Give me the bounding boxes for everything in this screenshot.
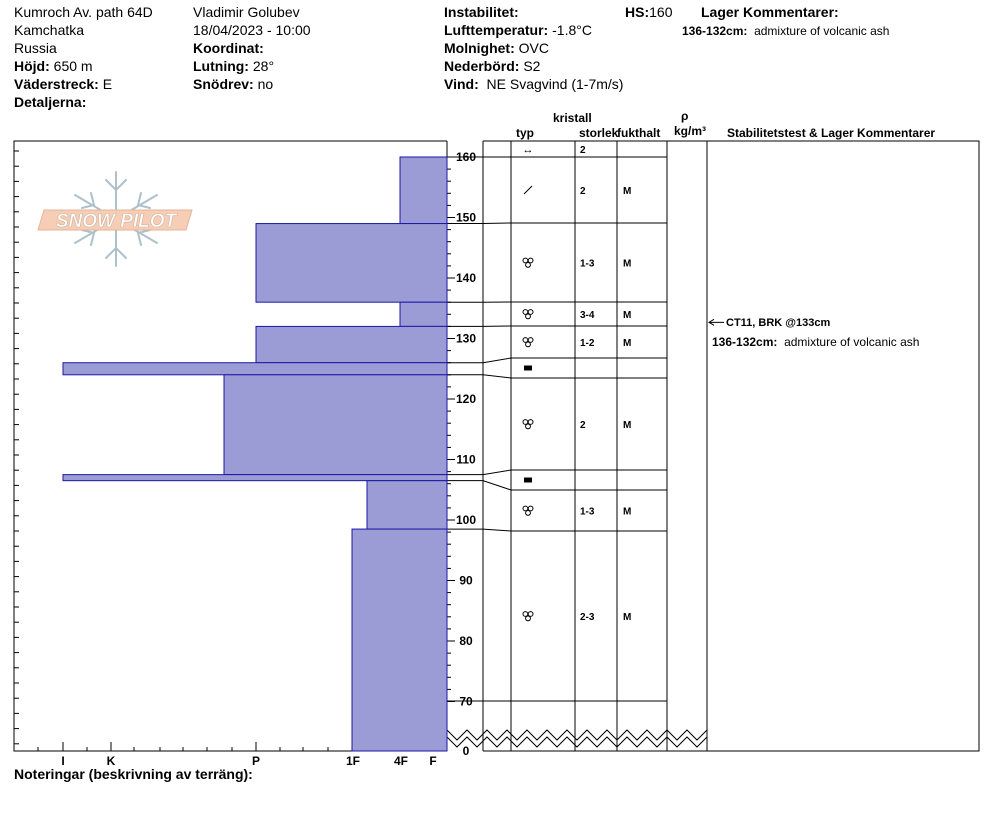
grain-size-label: 2 [580,420,586,431]
melt-freeze-grain-icon [526,511,531,516]
height-tick-label: 130 [455,331,477,346]
region-name: Kamchatka [14,22,85,38]
stability-test-result: CT11, BRK @133cm [726,317,831,329]
aspect-value: E [102,76,113,92]
sky-value: OVC [518,40,549,56]
slope-label: Lutning: [193,58,249,74]
hardness-bar [367,481,447,529]
elevation-label: Höjd: [14,58,50,74]
wind-label: Vind: [444,76,479,92]
height-tick-label: 150 [455,210,477,225]
coordinate-label: Koordinat: [193,40,264,56]
layer-comments-label: Lager Kommentarer: [701,4,839,20]
wind-value: NE Svagvind (1-7m/s) [486,76,624,92]
slope-value: 28° [252,58,275,74]
moisture-label: M [623,420,632,431]
melt-freeze-grain-icon [526,424,531,429]
snowpilot-logo-text: SNOW PILOT [55,211,177,232]
snowpilot-logo [38,172,192,266]
rounding-faceted-grain-icon [524,186,532,194]
hardness-tick-label: 4F [393,754,409,768]
hardness-bar [224,375,447,475]
stability-comment-range: 136-132cm: [712,335,778,349]
height-tick-label: 160 [455,150,477,164]
type-heading: typ [516,126,534,140]
hardness-bar [256,224,447,303]
hardness-tick-label: K [106,754,116,768]
stability-comment-text: admixture of volcanic ash [784,335,920,349]
air-temp-value: -1.8°C [552,22,592,38]
surface-grain-icon: ↔ [522,144,534,156]
grain-size-label: 2 [580,186,586,197]
rho-heading: ρ [681,109,689,123]
size-heading: storlek [579,126,619,140]
grain-size-label: 2 [580,145,586,156]
hs-label: HS: [625,4,650,20]
country-name: Russia [14,40,57,56]
density-unit-heading: kg/m³ [674,124,707,138]
notes-label: Noteringar (beskrivning av terräng): [14,766,253,782]
height-tick-label: 110 [456,452,476,467]
moisture-label: M [623,258,632,270]
drift-value: no [257,76,274,92]
hs-value: 160 [649,4,673,20]
melt-freeze-grain-icon [526,314,531,319]
height-connector [447,470,511,475]
hardness-tick-label: 1F [345,754,361,768]
grain-size-label: 1-3 [580,258,595,270]
ice-layer-grain-icon [524,478,532,483]
hardness-tick-label: F [429,754,437,768]
height-tick-label: 90 [459,573,473,588]
precip-value: S2 [523,58,541,74]
height-connector [447,481,511,490]
melt-freeze-grain-icon [526,263,531,268]
header-comment-text: admixture of volcanic ash [754,24,890,38]
ice-layer-grain-icon [524,366,532,371]
grain-size-label: 2-3 [580,612,595,623]
hardness-tick-label: P [251,754,261,768]
observer-name: Vladimir Golubev [193,4,300,20]
drift-label: Snödrev: [193,76,254,92]
hardness-bar [400,302,447,326]
details-label: Detaljerna: [14,94,87,110]
height-connector [447,529,511,531]
height-connector [447,375,511,378]
hardness-bar [63,475,447,481]
hardness-bar [352,529,447,751]
hardness-bar [256,326,447,362]
aspect-label: Väderstreck: [14,76,99,92]
location-name: Kumroch Av. path 64D [14,4,153,20]
moisture-label: M [623,310,632,321]
grain-size-label: 3-4 [580,310,595,321]
melt-freeze-grain-icon [526,342,531,347]
grain-size-label: 1-2 [580,338,595,349]
height-connector [447,358,511,363]
height-tick-label: 70 [459,694,473,709]
hardness-bar [63,363,447,375]
grain-size-label: 1-3 [580,506,595,518]
precip-label: Nederbörd: [444,58,520,74]
moisture-label: M [623,506,632,518]
melt-freeze-grain-icon [526,616,531,621]
hardness-bar [400,157,447,224]
moisture-heading: fukthalt [617,126,661,140]
air-temp-label: Lufttemperatur: [444,22,549,38]
elevation-value: 650 m [53,58,93,74]
sky-label: Molnighet: [444,40,515,56]
instability-label: Instabilitet: [444,4,519,20]
stability-heading: Stabilitetstest & Lager Kommentarer [727,126,936,140]
height-tick-label: 140 [455,271,477,285]
height-tick-label: 100 [455,513,477,527]
observation-datetime: 18/04/2023 - 10:00 [193,22,311,38]
axis-break-zigzag-2 [447,737,707,747]
height-tick-label: 0 [462,744,470,758]
hardness-tick-label: I [61,754,65,768]
height-tick-label: 120 [455,392,477,406]
moisture-label: M [623,612,632,623]
stability-comment-box [707,141,979,751]
moisture-label: M [623,186,632,197]
moisture-label: M [623,338,632,349]
header-comment-range: 136-132cm: [682,24,748,38]
height-tick-label: 80 [459,634,473,648]
height-connector [447,223,511,224]
crystal-heading: kristall [553,111,592,125]
